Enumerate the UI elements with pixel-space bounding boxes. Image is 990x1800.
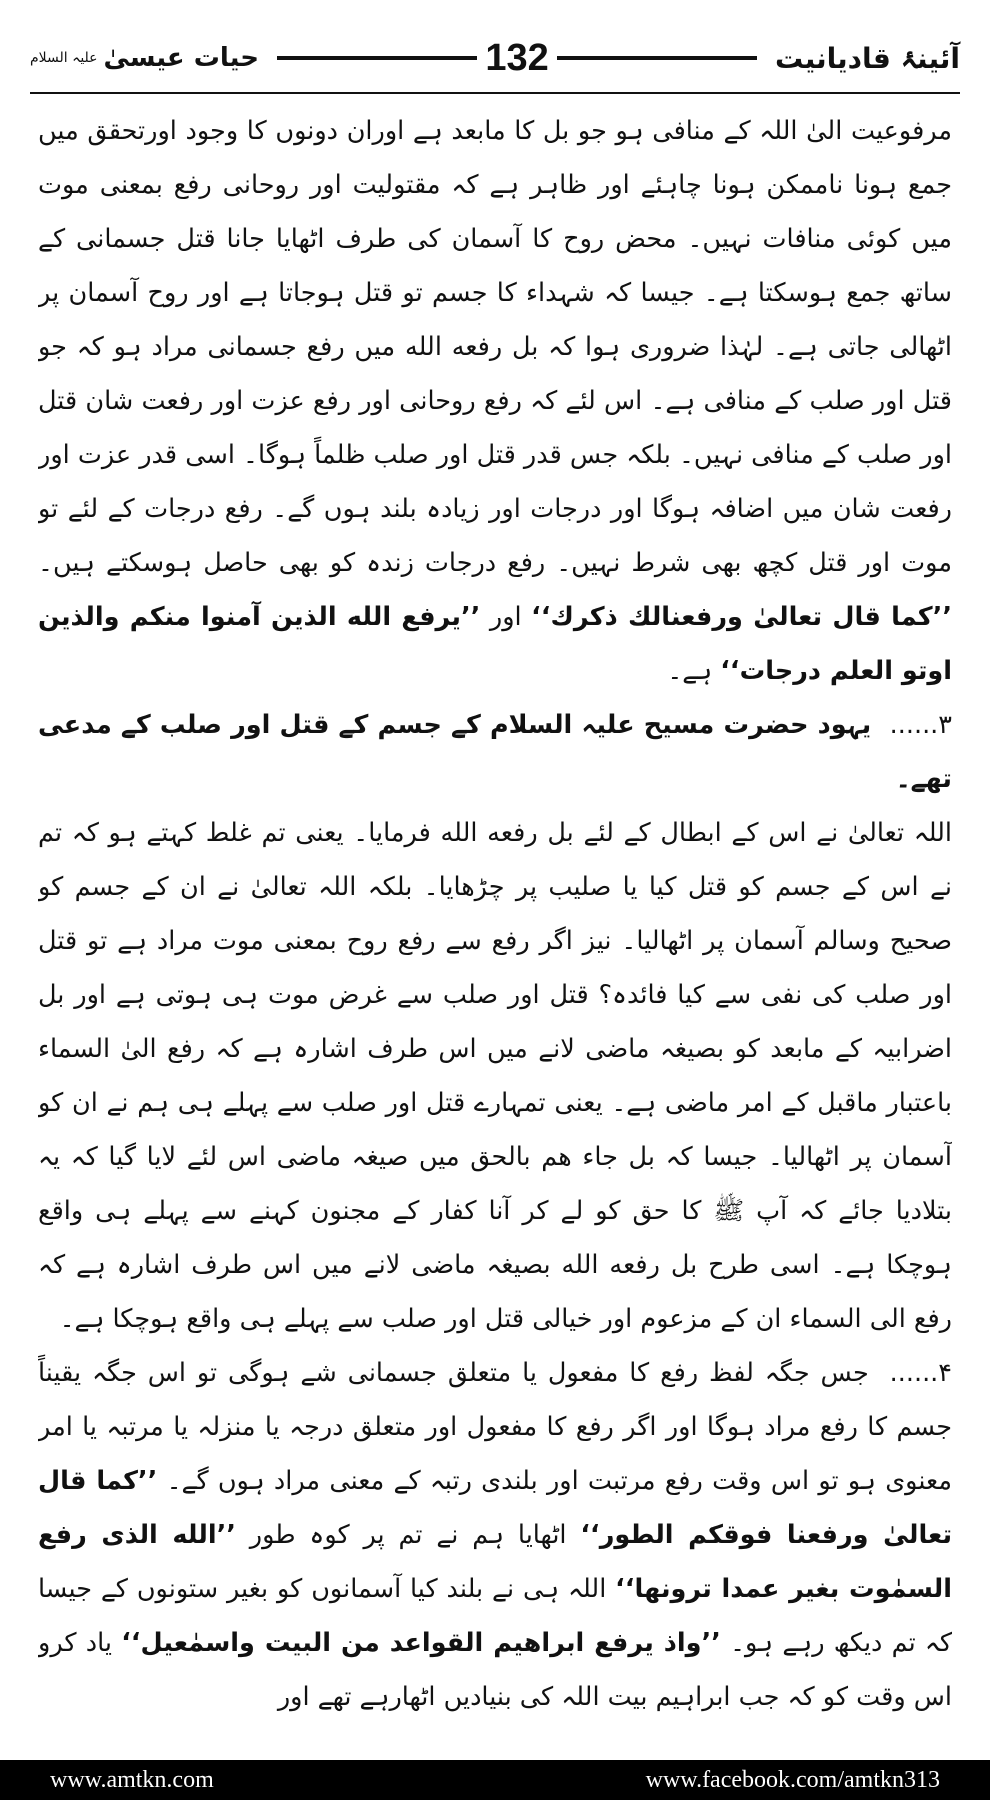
translation-text: اللہ ہی نے بلند کیا آسمانوں کو بغیر ستونوں کے جیسا کہ تم دیکھ رہے ہو۔ [38, 1574, 952, 1658]
header-divider [30, 92, 960, 94]
page-footer [0, 1760, 990, 1800]
quran-quote: ’’کما قال تعالیٰ ورفعنالك ذكرك‘‘ [531, 602, 952, 632]
quran-quote: ’’یرفع الله الذین آمنوا منکم والذین اوتو العلم درجات‘‘ [38, 602, 952, 686]
paragraph-1-text: مرفوعیت الیٰ اللہ کے منافی ہو جو بل کا مابعد ہے اوران دونوں کا وجود اورتحقق میں جمع ہونا ناممکن ہونا چاہئے اور ظاہر ہے کہ مقتولیت اور روحانی رفع بمعنی موت میں کوئی منافات نہیں۔ محض روح کا آسمان کی طرف اٹھایا جانا قتل جسمانی کے ساتھ جمع ہوسکتا ہے۔ جیسا کہ شہداء کا جسم تو قتل ہوجاتا ہے اور روح آسمان پر اٹھالی جاتی ہے۔ لہٰذا ضروری ہوا کہ بل رفعه الله میں رفع جسمانی مراد ہو کہ جو قتل اور صلب کے منافی ہے۔ اس لئے کہ رفع روحانی اور رفع عزت اور رفعت شان قتل اور صلب کے منافی نہیں۔ بلکہ جس قدر قتل اور صلب ظلماً ہوگا۔ اسی قدر عزت اور رفعت شان میں اضافہ ہوگا اور درجات اور زیادہ بلند ہوں گے۔ رفع درجات کے لئے تو موت اور قتل کچھ بھی شرط نہیں۔ رفع درجات زندہ کو بھی حاصل ہوسکتے ہیں۔ [38, 116, 952, 578]
chapter-title [30, 43, 259, 73]
page-number: 132 [485, 36, 549, 79]
item-4 [38, 1346, 952, 1720]
item-heading: یہود حضرت مسیح علیہ السلام کے جسم کے قتل اور صلب کے مدعی تھے۔ [38, 710, 952, 794]
quran-quote: ’’الله الذی رفع السمٰوت بغیر عمدا ترونها‘‘ [38, 1520, 952, 1604]
paragraph-1-end: ہے۔ [667, 656, 713, 686]
item-3 [38, 698, 952, 806]
quran-quote: ’’کما قال تعالیٰ ورفعنا فوقکم الطور‘‘ [38, 1466, 952, 1550]
conjunction: اور [489, 602, 522, 632]
header-rule-left [277, 56, 477, 60]
honorific: علیہ السلام [30, 50, 98, 66]
page-number-block [277, 37, 757, 80]
translation-text: اٹھایا ہم نے تم پر کوہ طور [249, 1520, 567, 1550]
header-rule-right [557, 56, 757, 60]
paragraph-2: اللہ تعالیٰ نے اس کے ابطال کے لئے بل رفعه الله فرمایا۔ یعنی تم غلط کہتے ہو کہ تم نے اس کے جسم کو قتل کیا یا صلیب پر چڑھایا۔ بلکہ اللہ تعالیٰ نے ان کے جسم کو صحیح وسالم آسمان پر اٹھالیا۔ نیز اگر رفع سے رفع روح بمعنی موت مراد ہے تو قتل اور صلب کی نفی سے کیا فائدہ؟ قتل اور صلب سے غرض موت ہی ہوتی ہے اور بل اضرابیہ کے مابعد کو بصیغہ ماضی لانے میں اس طرف اشارہ ہے کہ رفع الیٰ السماء باعتبار ماقبل کے امر ماضی ہے۔ یعنی تمہارے قتل اور صلب سے پہلے ہی ہم نے ان کو آسمان پر اٹھالیا۔ جیسا کہ بل جاء هم بالحق میں صیغہ ماضی اس لئے لایا گیا کہ یہ بتلادیا جائے کہ آپ ﷺ کا حق کو لے کر آنا کفار کے مجنون کہنے سے پہلے ہی واقع ہوچکا ہے۔ اسی طرح بل رفعه الله بصیغہ ماضی لانے میں اس طرف اشارہ ہے کہ رفع الی السماء ان کے مزعوم اور خیالی قتل اور صلب سے پہلے ہی واقع ہوچکا ہے۔ [38, 818, 952, 1334]
quran-quote: ’’واذ یرفع ابراهیم القواعد من البیت واسمٰعیل‘‘ [121, 1628, 721, 1658]
item-number: ۳...... [889, 710, 952, 740]
book-title: آئینۂ قادیانیت [775, 41, 960, 75]
page-body [38, 104, 952, 1720]
facebook-link[interactable]: www.facebook.com/amtkn313 [645, 1766, 940, 1793]
paragraph-1 [38, 104, 952, 698]
paragraph-3-text: جس جگہ لفظ رفع کا مفعول یا متعلق جسمانی شے ہوگی تو اس جگہ یقیناً جسم کا رفع مراد ہوگا اور اگر رفع کا مفعول اور متعلق درجہ یا منزلہ یا مرتبہ یا امر معنوی ہو تو اس وقت رفع مرتبت اور بلندی رتبہ کے معنی مراد ہوں گے۔ [38, 1358, 952, 1496]
chapter-title-text: حیات عیسیٰ [103, 43, 259, 73]
item-number: ۴...... [889, 1358, 952, 1388]
page-header [30, 28, 960, 88]
translation-text: یاد کرو اس وقت کو کہ جب ابراہیم بیت اللہ کی بنیادیں اٹھارہے تھے اور [38, 1628, 952, 1712]
website-link[interactable]: www.amtkn.com [50, 1766, 214, 1793]
